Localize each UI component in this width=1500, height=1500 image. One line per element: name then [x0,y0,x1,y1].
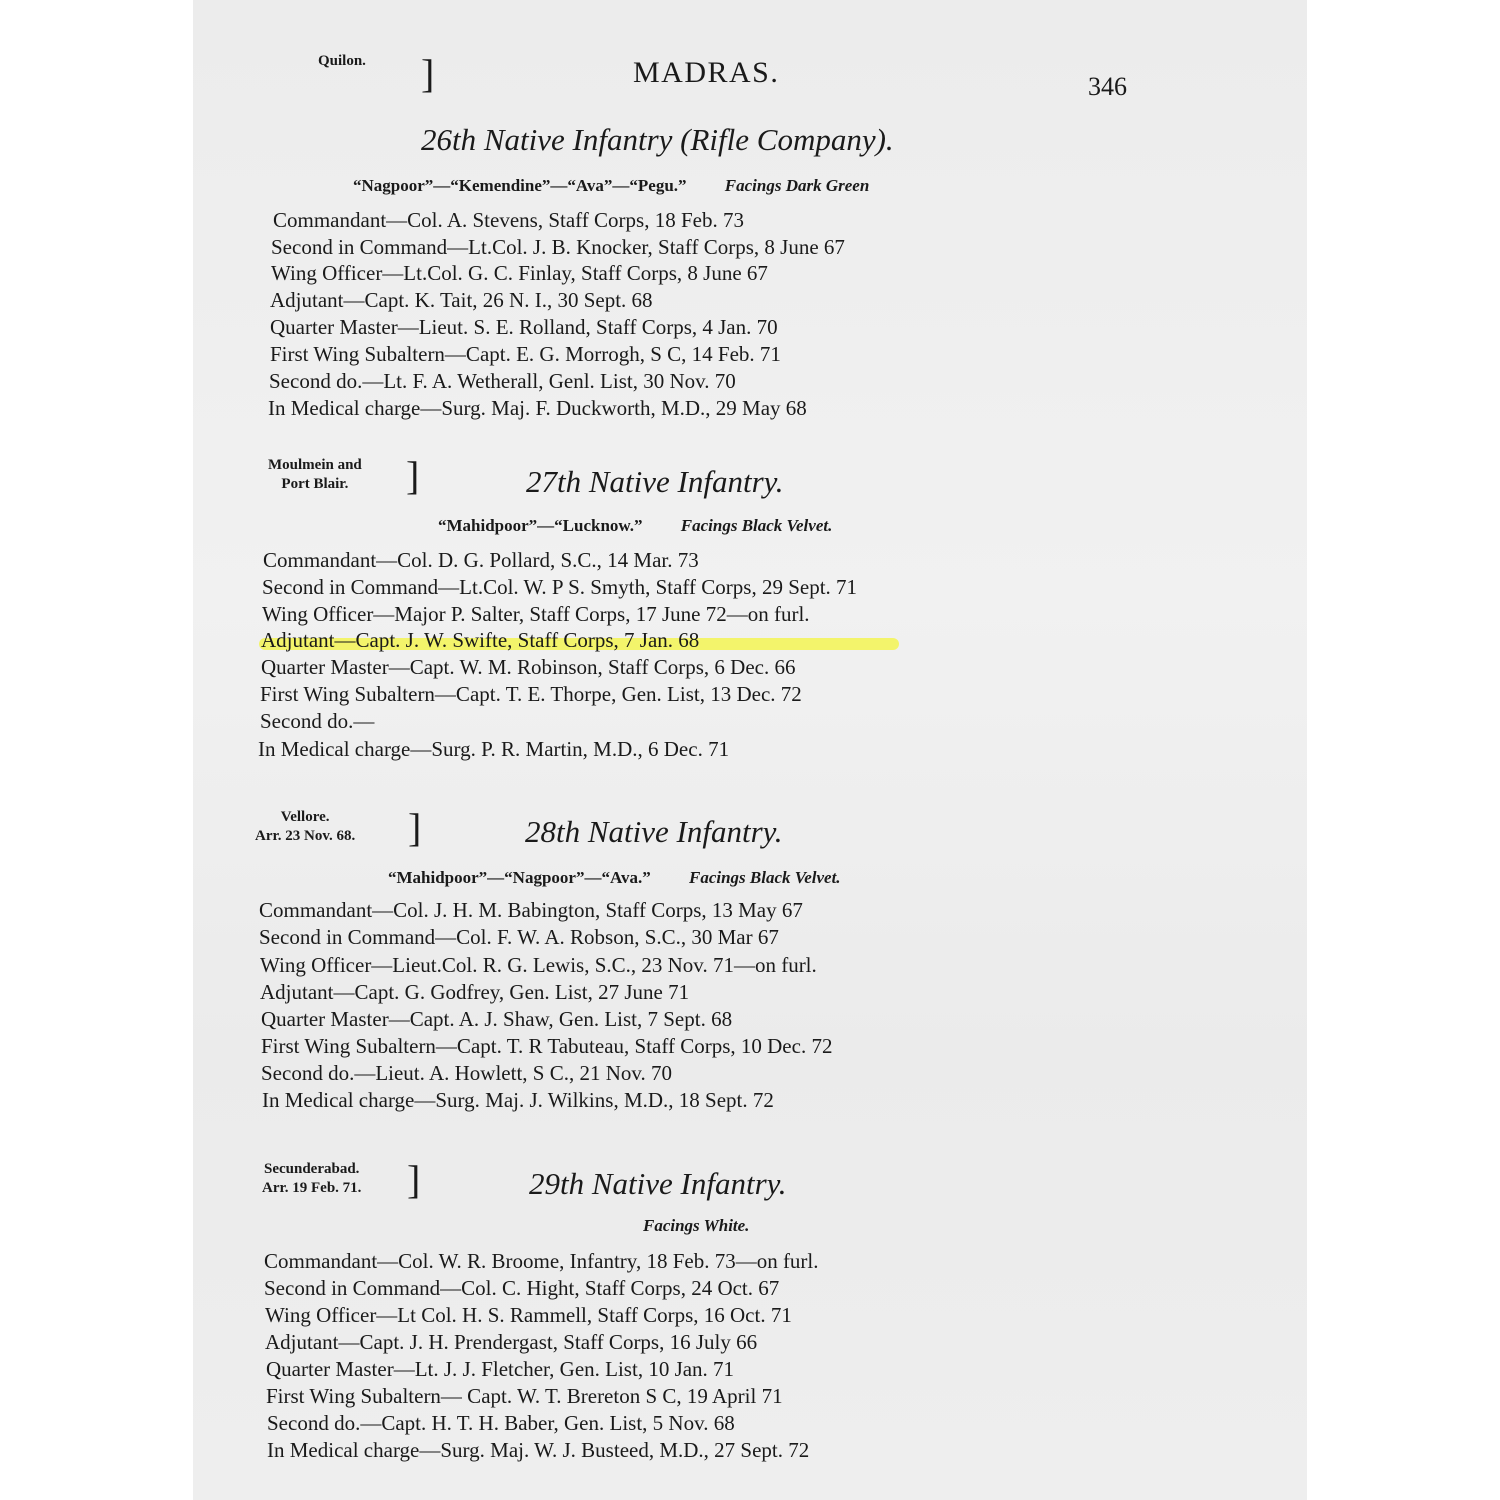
regiment-facings: Facings Dark Green [724,176,870,195]
officer-line: Quarter Master—Capt. W. M. Robinson, Staff Corps, 6 Dec. 66 [261,655,796,679]
regiment-facings: Facings White. [643,1216,750,1235]
running-title: MADRAS. [633,56,780,89]
officer-line: Commandant—Col. W. R. Broome, Infantry, 18 Feb. 73—on furl. [264,1249,819,1273]
regiment-honours: “Mahidpoor”—“Nagpoor”—“Ava.” [388,868,651,887]
regiment-title: 29th Native Infantry. [529,1166,787,1201]
station-line: Arr. 23 Nov. 68. [255,828,356,844]
officer-line: Second in Command—Lt.Col. J. B. Knocker, Staff Corps, 8 June 67 [271,235,845,259]
officer-line: In Medical charge—Surg. Maj. F. Duckworth, M.D., 29 May 68 [268,396,807,420]
regiment-honours: “Nagpoor”—“Kemendine”—“Ava”—“Pegu.” [353,176,687,195]
officer-line: Second in Command—Lt.Col. W. P S. Smyth, Staff Corps, 29 Sept. 71 [262,575,858,599]
officer-line: Quarter Master—Capt. A. J. Shaw, Gen. List, 7 Sept. 68 [261,1007,733,1031]
officer-line: Second in Command—Col. F. W. A. Robson, S.C., 30 Mar 67 [259,925,779,949]
regiment-honours: “Mahidpoor”—“Lucknow.” [438,516,643,535]
book-page [193,0,1307,1500]
officer-line: Adjutant—Capt. J. H. Prendergast, Staff Corps, 16 July 66 [265,1330,758,1354]
officer-line: Wing Officer—Lt Col. H. S. Rammell, Staff Corps, 16 Oct. 71 [265,1303,792,1327]
officer-line: Adjutant—Capt. J. W. Swifte, Staff Corps, 7 Jan. 68 [261,628,700,652]
officer-line: Quarter Master—Lt. J. J. Fletcher, Gen. List, 10 Jan. 71 [266,1357,735,1381]
officer-line: Second in Command—Col. C. Hight, Staff Corps, 24 Oct. 67 [264,1276,780,1300]
officer-line: Wing Officer—Lt.Col. G. C. Finlay, Staff Corps, 8 June 67 [271,261,768,285]
bracket: ] [421,51,435,96]
officer-line: First Wing Subaltern—Capt. T. E. Thorpe, Gen. List, 13 Dec. 72 [260,682,802,706]
station-note [262,1160,361,1198]
station-line: Port Blair. [281,476,349,492]
bracket: ] [407,1157,421,1202]
regiment-subtitle [438,516,832,536]
officer-line: Second do.—Lieut. A. Howlett, S C., 21 Nov. 70 [261,1061,673,1085]
regiment-subtitle [353,176,869,196]
officer-line: Adjutant—Capt. G. Godfrey, Gen. List, 27 June 71 [260,980,690,1004]
officer-line: Adjutant—Capt. K. Tait, 26 N. I., 30 Sept. 68 [270,288,653,312]
station-line: Moulmein and [268,457,362,473]
officer-line: In Medical charge—Surg. Maj. W. J. Busteed, M.D., 27 Sept. 72 [267,1438,810,1462]
officer-line: In Medical charge—Surg. Maj. J. Wilkins, M.D., 18 Sept. 72 [262,1088,774,1112]
station-line: Vellore. [280,809,330,825]
officer-line: Commandant—Col. J. H. M. Babington, Staff Corps, 13 May 67 [259,898,803,922]
station-line: Secunderabad. [264,1161,360,1177]
officer-line: Quarter Master—Lieut. S. E. Rolland, Staff Corps, 4 Jan. 70 [270,315,778,339]
page-header [193,52,1307,102]
officer-line: Second do.—Lt. F. A. Wetherall, Genl. List, 30 Nov. 70 [269,369,736,393]
page-number: 346 [1088,72,1127,101]
station-line: Arr. 19 Feb. 71. [262,1180,362,1196]
station-note [268,456,362,494]
officer-line: Second do.—Capt. H. T. H. Baber, Gen. List, 5 Nov. 68 [267,1411,735,1435]
officer-line: Wing Officer—Major P. Salter, Staff Corps, 17 June 72—on furl. [262,602,810,626]
bracket: ] [406,453,420,498]
officer-line: First Wing Subaltern—Capt. T. R Tabuteau, Staff Corps, 10 Dec. 72 [261,1034,833,1058]
regiment-title: 26th Native Infantry (Rifle Company). [421,122,894,157]
officer-line: Wing Officer—Lieut.Col. R. G. Lewis, S.C., 23 Nov. 71—on furl. [260,953,817,977]
officer-line: First Wing Subaltern—Capt. E. G. Morrogh, S C, 14 Feb. 71 [270,342,781,366]
officer-line: Second do.— [260,709,375,733]
regiment-subtitle [643,1216,749,1236]
regiment-facings: Facings Black Velvet. [680,516,833,535]
officer-line: First Wing Subaltern— Capt. W. T. Brereton S C, 19 April 71 [266,1384,783,1408]
regiment-title: 27th Native Infantry. [526,464,784,499]
bracket: ] [408,805,422,850]
regiment-title: 28th Native Infantry. [525,814,783,849]
station-note [255,808,355,846]
regiment-subtitle [388,868,841,888]
officer-line: In Medical charge—Surg. P. R. Martin, M.D., 6 Dec. 71 [258,737,730,761]
officer-line: Commandant—Col. D. G. Pollard, S.C., 14 Mar. 73 [263,548,699,572]
officer-line: Commandant—Col. A. Stevens, Staff Corps, 18 Feb. 73 [273,208,744,232]
regiment-facings: Facings Black Velvet. [688,868,841,887]
header-station: Quilon. [318,53,366,69]
